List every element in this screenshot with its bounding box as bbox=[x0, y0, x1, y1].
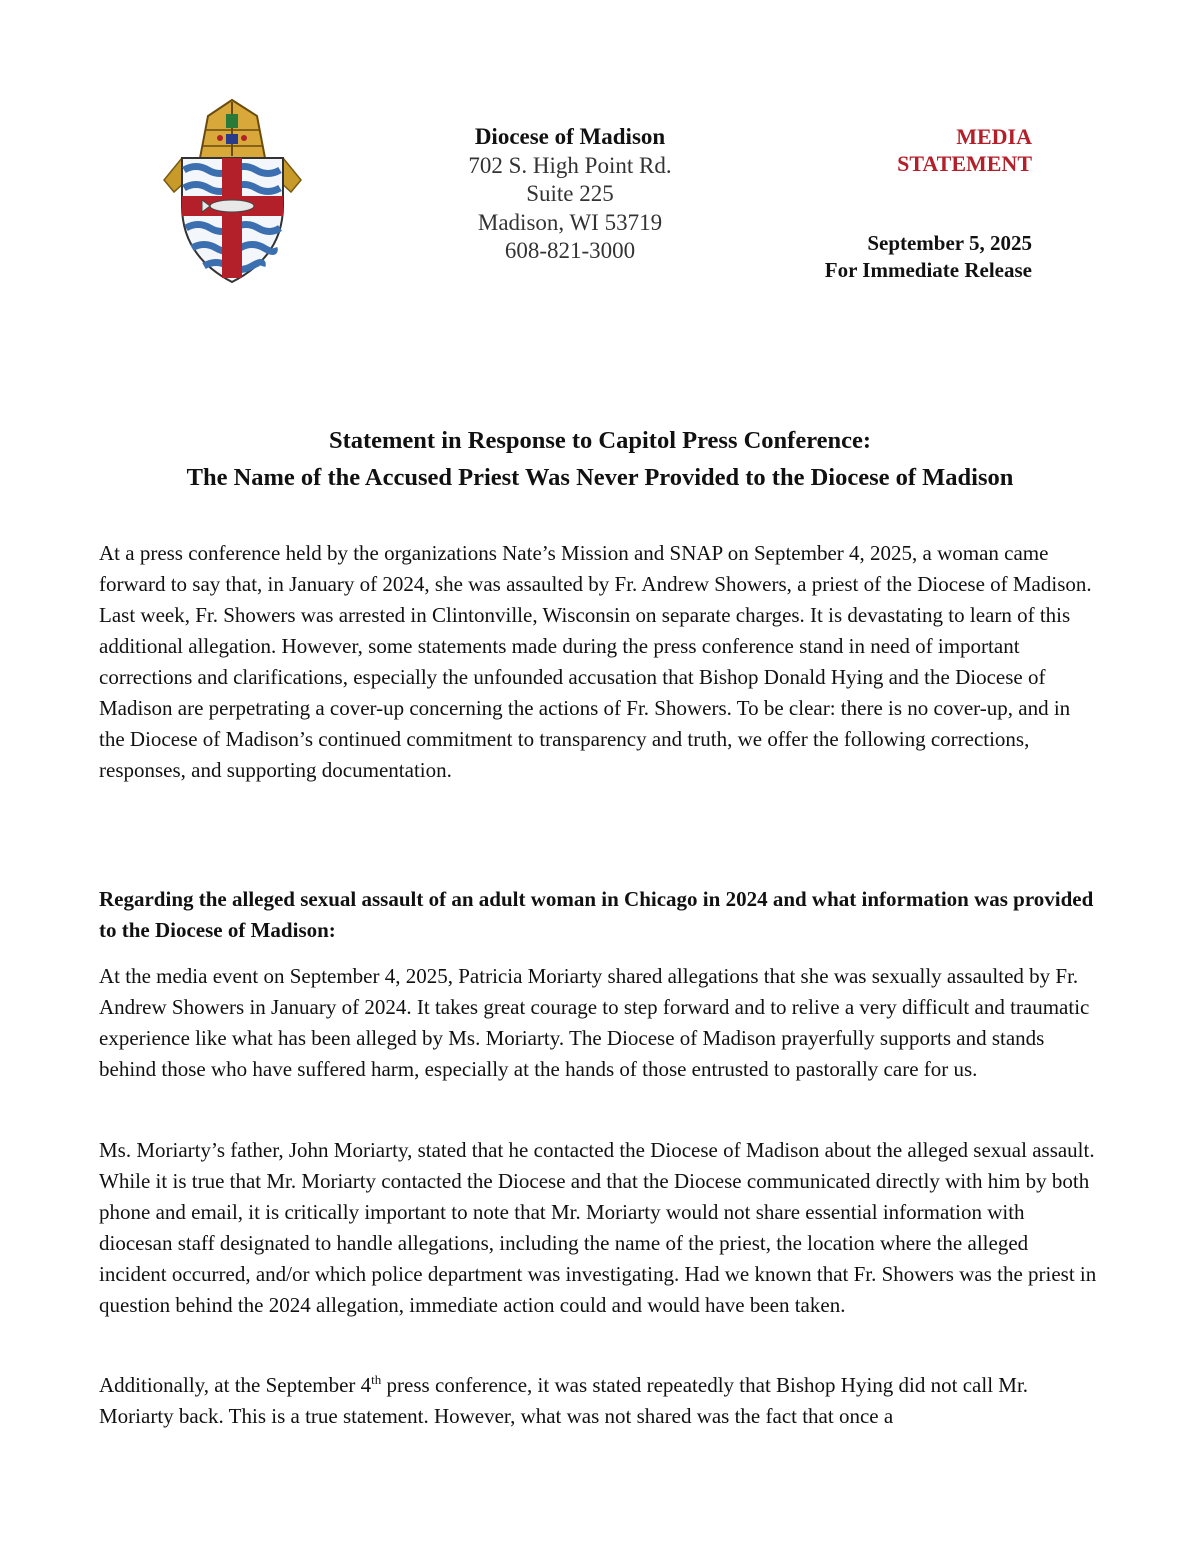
statement-title bbox=[60, 422, 1140, 496]
intro-paragraph: At a press conference held by the organizations Nate’s Mission and SNAP on September 4, 2025, a woman came forward to say that, in January of 2024, she was assaulted by Fr. Andrew Showers, a priest of the Diocese of Madison. Last week, Fr. Showers was arrested in Clintonville, Wisconsin on separate charges. It is devastating to learn of this additional allegation. However, some statements made during the press conference stand in need of important corrections and clarifications, especially the unfounded accusation that Bishop Donald Hying and the Diocese of Madison are perpetrating a cover-up concerning the actions of Fr. Showers. To be clear: there is no cover-up, and in the Diocese of Madison’s continued commitment to transparency and truth, we offer the following corrections, responses, and supporting documentation. bbox=[99, 541, 1092, 782]
paragraph-3-rest: press conference, it was stated repeatedly that Bishop Hying did not call Mr. Moriarty back. This is a true statement. However, what was not shared was the fact that once a bbox=[99, 1373, 1029, 1428]
media-statement-label bbox=[790, 123, 1032, 177]
phone-number: 608-821-3000 bbox=[504, 238, 636, 263]
statement-date: September 5, 2025 bbox=[867, 231, 1032, 255]
organization-name: Diocese of Madison bbox=[474, 124, 666, 149]
section-heading: Regarding the alleged sexual assault of an adult woman in Chicago in 2024 and what information was provided to the Diocese of Madison: bbox=[99, 887, 1094, 942]
ordinal-suffix: th bbox=[371, 1372, 382, 1387]
release-type: For Immediate Release bbox=[824, 258, 1032, 282]
address-city: Madison, WI 53719 bbox=[477, 209, 663, 235]
title-line1: Statement in Response to Capitol Press Conference: bbox=[328, 427, 872, 454]
address-street: 702 S. High Point Rd. bbox=[468, 152, 672, 178]
title-line2: The Name of the Accused Priest Was Never Provided to the Diocese of Madison bbox=[186, 464, 1014, 491]
media-label-line2: STATEMENT bbox=[897, 151, 1032, 176]
paragraph-3-start: Additionally, at the September 4 bbox=[99, 1373, 372, 1397]
section-paragraph-3 bbox=[99, 1370, 1099, 1432]
media-label-line1: MEDIA bbox=[956, 124, 1032, 149]
address-suite: Suite 225 bbox=[526, 181, 614, 206]
diocese-coat-of-arms-icon bbox=[160, 96, 305, 286]
section-paragraph-2: Ms. Moriarty’s father, John Moriarty, stated that he contacted the Diocese of Madison about the alleged sexual assault. While it is true that Mr. Moriarty contacted the Diocese and that the Diocese communicated directly with him by both phone and email, it is critically important to note that Mr. Moriarty would not share essential information with diocesan staff designated to handle allegations, including the name of the priest, the location where the alleged incident occurred, and/or which police department was investigating. Had we known that Fr. Showers was the priest in question behind the 2024 allegation, immediate action could and would have been taken. bbox=[99, 1138, 1097, 1317]
address-block bbox=[420, 123, 720, 266]
section-paragraph-1: At the media event on September 4, 2025, Patricia Moriarty shared allegations that she was sexually assaulted by Fr. Andrew Showers in January of 2024. It takes great courage to step forward and to relive a very difficult and traumatic experience like what has been alleged by Ms. Moriarty. The Diocese of Madison prayerfully supports and stands behind those who have suffered harm, especially at the hands of those entrusted to pastorally care for us. bbox=[99, 964, 1090, 1081]
release-info bbox=[760, 230, 1032, 284]
